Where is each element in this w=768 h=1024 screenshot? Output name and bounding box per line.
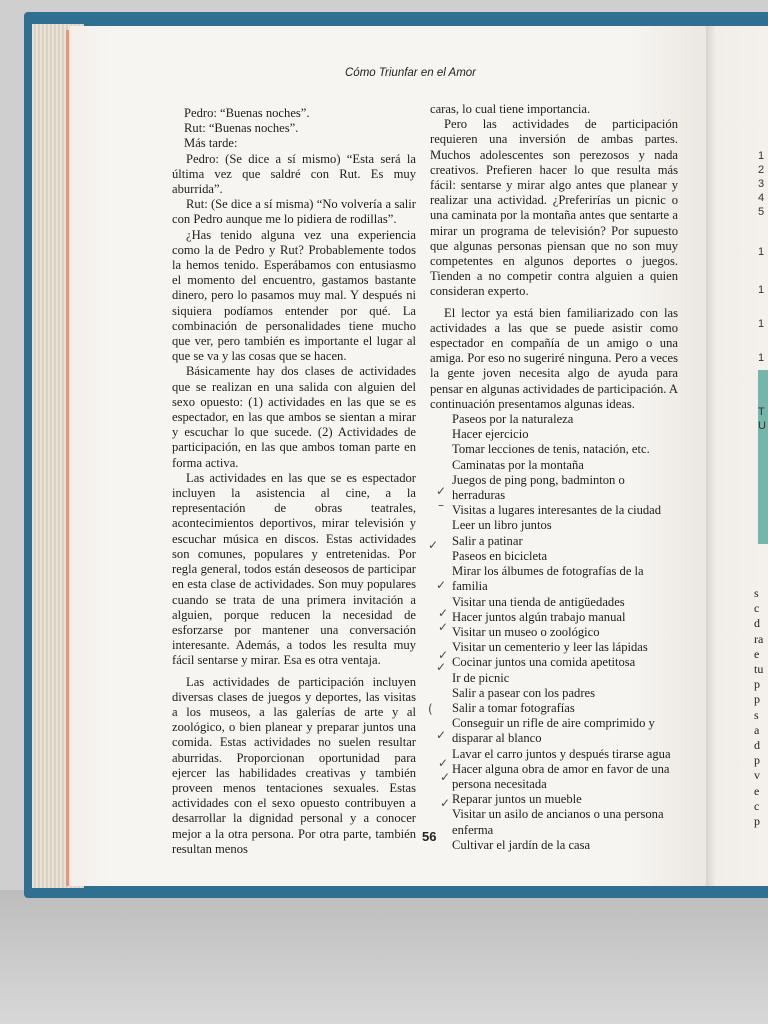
edge-text-line: s (754, 586, 759, 600)
edge-text-line: a (754, 722, 760, 737)
list-item: Hacer ejercicio (452, 427, 529, 442)
edge-number: 1 (758, 318, 765, 330)
adjacent-page-color-band (758, 370, 768, 544)
list-item: Leer un libro juntos (452, 518, 552, 533)
running-head: Cómo Triunfar en el Amor (345, 67, 477, 79)
pencil-check-mark-icon: ✓ (438, 648, 449, 662)
edge-text-line: e (754, 646, 760, 661)
adjacent-page (706, 26, 768, 886)
edge-letter: T (758, 406, 765, 418)
list-item: Salir a tomar fotografías (452, 700, 575, 715)
edge-text-line: c (754, 798, 760, 813)
pencil-bracket-mark-icon: ( (428, 702, 433, 716)
edge-text-line: p (754, 753, 760, 768)
list-item: Visitar un museo o zoológico (452, 624, 600, 639)
edge-number: 1 (758, 352, 765, 364)
page-edge-stripe (66, 30, 69, 886)
pencil-check-mark-icon: ✓ (438, 620, 449, 634)
paragraph: Más tarde: (184, 136, 238, 151)
edge-text-line: ra (754, 631, 764, 646)
pencil-check-mark-icon: ✓ (436, 728, 447, 742)
paragraph: Las actividades de participación incluyen diversas clases de juegos y deportes, las visitas a los museos, a las galerías de arte y al zoológico, o bien planear y preparar juntos una comida. Estas actividades no suelen resultar aburridas. Proporcionan oportunidad para ejercer las habilidades creativas y también proveen menos tentaciones sexuales. Estas actividades con el sexo opuesto contribuyen a desarrollar la dignidad personal y a conocer mejor a la otra persona. Por otra parte, también resultan menos (172, 674, 416, 856)
pencil-check-mark-icon: ✓ (440, 796, 451, 810)
table-surface (0, 890, 768, 1024)
list-item: Reparar juntos un mueble (452, 792, 582, 807)
list-item: Salir a patinar (452, 533, 523, 548)
list-item: Hacer juntos algún trabajo manual (452, 609, 626, 624)
adjacent-page-text (754, 586, 768, 829)
pencil-check-mark-icon: ✓ (438, 606, 449, 620)
list-item: Juegos de ping pong, badminton o herraduras (452, 472, 625, 503)
left-column (172, 106, 416, 857)
paragraph: Pedro: “Buenas noches”. (184, 106, 310, 120)
list-item: Tomar lecciones de tenis, natación, etc. (452, 442, 650, 457)
edge-text-line: s (754, 707, 759, 722)
edge-text-line: p (754, 814, 760, 829)
list-item: Caminatas por la montaña (452, 457, 584, 472)
list-item: Visitas a lugares interesantes de la ciudad (452, 503, 662, 518)
pencil-check-mark-icon: ✓ (436, 484, 447, 498)
edge-text-line: tu (754, 662, 764, 677)
edge-text-line: e (754, 783, 760, 798)
edge-text-line: p (754, 677, 760, 692)
paragraph: Rut: “Buenas noches”. (184, 121, 299, 136)
edge-text-line: d (754, 738, 760, 753)
pencil-check-mark-icon: ✓ (436, 578, 447, 592)
edge-text-line: c (754, 601, 760, 616)
list-item: Hacer alguna obra de amor en favor de una persona necesitada (452, 761, 670, 791)
paragraph: Pedro: (Se dice a sí mismo) “Esta será la última vez que saldré con Rut. Es muy aburrida”. (172, 151, 416, 197)
edge-number: 1 (758, 246, 765, 258)
list-item: Paseos en bicicleta (452, 548, 548, 563)
pencil-check-mark-icon: ✓ (436, 660, 447, 674)
list-item: Visitar un cementerio y leer las lápidas (452, 640, 648, 655)
right-column (430, 102, 678, 853)
list-item: Lavar el carro juntos y después tirarse agua (452, 746, 671, 761)
edge-number: 2 (758, 164, 765, 176)
edge-text-line: v (754, 768, 760, 783)
list-item: Cocinar juntos una comida apetitosa (452, 655, 636, 670)
paragraph: Pero las actividades de participación requieren una inversión de ambas partes. Muchos adolescentes son perezosos y nada creativos. Prefieren hacer lo que resulta más fácil: sentarse y mirar algo antes que planear y realizar una actividad. ¿Preferirías un picnic o una caminata por la montaña antes que sentarte a mirar un programa de televisión? Por supuesto que algunas personas piensan que no son muy competentes en algunos deportes o juegos. Tienden a no competir contra alguien a quien consideran experto. (430, 117, 678, 299)
list-item: Visitar un asilo de ancianos o una persona enferma (452, 807, 664, 837)
pencil-check-mark-icon: ✓ (428, 538, 439, 552)
edge-number: 4 (758, 192, 765, 204)
list-item: Cultivar el jardín de la casa (452, 837, 591, 852)
edge-text-line: p (754, 692, 760, 707)
pencil-dash-mark-icon: – (438, 498, 444, 512)
paragraph: Las actividades en las que se es espectador incluyen la asistencia al cine, a la representación de obras teatrales, acontecimientos deportivos, mirar televisión y escuchar música en discos. Estas actividades son comunes, populares y entretenidas. Por regla general, todos están deseosos de participar en esta clase de actividades. Son muy populares cuando se trata de una primera invitación a alguien, porque reducen la necesidad de esforzarse por mantener una conversación interesante. Además, a todos les resulta muy fácil sentarse y mirar. Esa es otra ventaja. (172, 470, 416, 668)
paragraph: ¿Has tenido alguna vez una experiencia como la de Pedro y Rut? Probablemente todos la hemos tenido. Esperábamos con entusiasmo el momento del encuentro, gastamos bastante dinero, pero lo pasamos muy mal. Y después ni siquiera podíamos entender por qué. La combinación de personalidades tiene mucho que ver, pero también es importante el lugar al que se va y las cosas que se hacen. (172, 227, 416, 364)
edge-number: 1 (758, 284, 765, 296)
edge-number: 1 (758, 150, 765, 162)
page-number: 56 (422, 829, 437, 844)
pencil-check-mark-icon: ✓ (438, 756, 449, 770)
list-item: Ir de picnic (452, 670, 510, 685)
edge-number: 3 (758, 178, 765, 190)
list-item: Conseguir un rifle de aire comprimido y disparar al blanco (452, 716, 655, 746)
pencil-check-mark-icon: ✓ (440, 770, 451, 784)
list-item: Visitar una tienda de antigüedades (452, 594, 625, 609)
list-item: Mirar los álbumes de fotografías de la familia (452, 564, 644, 594)
edge-text-line: d (754, 616, 760, 631)
list-item: Salir a pasear con los padres (452, 685, 596, 700)
paragraph: El lector ya está bien familiarizado con las actividades a las que se puede asistir como espectador en compañía de un amigo o una amiga. Por eso no sugeriré ninguna. Pero a veces la gente joven necesita algo de ayuda para pensar en algunas actividades de participación. A continuación presentamos algunas ideas. (430, 305, 678, 411)
paragraph: caras, lo cual tiene importancia. (430, 102, 591, 116)
paragraph: Básicamente hay dos clases de actividades que se realizan en una salida con alguien del sexo opuesto: (1) actividades en las que se es espectador, en las que ambos se sientan a mirar y escuchar lo que sucede. (2) Actividades de participación, en las que ambos toman parte en forma activa. (172, 364, 416, 470)
edge-number: 5 (758, 206, 765, 218)
paragraph: Rut: (Se dice a sí misma) “No volvería a salir con Pedro aunque me lo pidiera de rodillas”. (172, 197, 416, 227)
edge-letter: U (758, 420, 766, 432)
list-item: Paseos por la naturaleza (452, 412, 574, 427)
